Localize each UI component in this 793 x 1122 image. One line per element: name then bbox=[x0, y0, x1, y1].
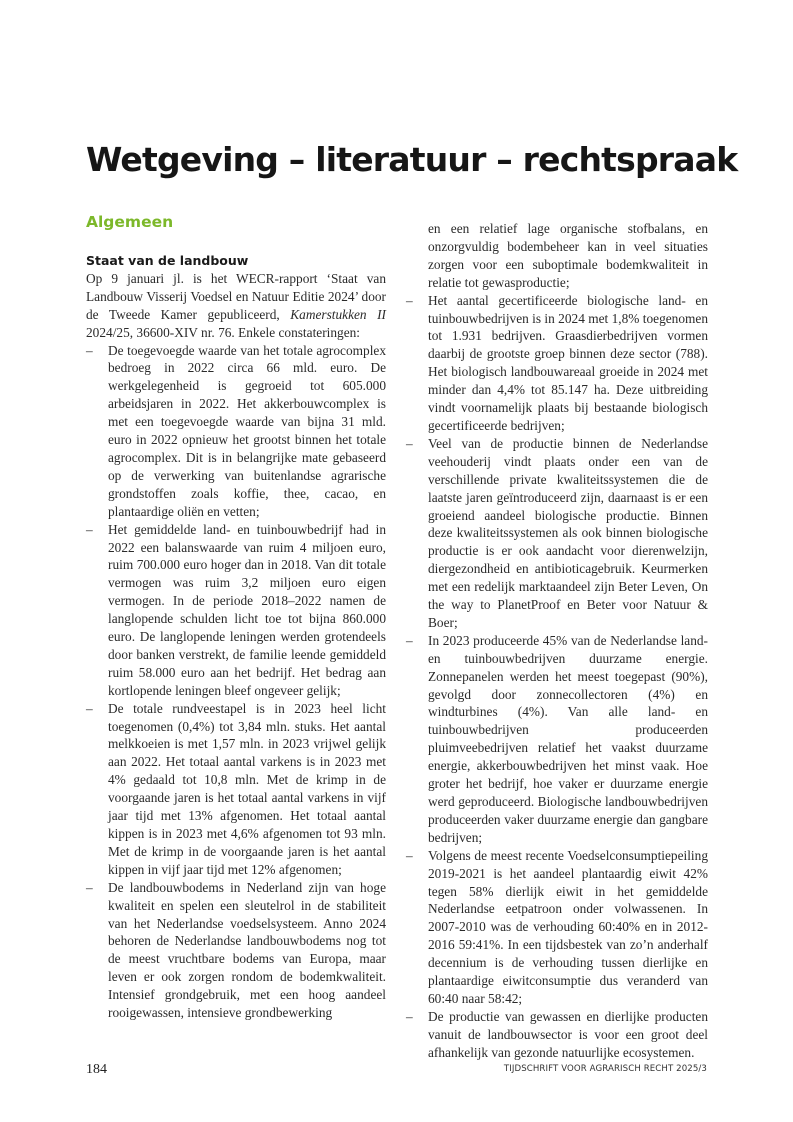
right-column bbox=[406, 220, 708, 1062]
page-title: Wetgeving – literatuur – rechtspraak bbox=[86, 140, 738, 179]
list-item: – Veel van de productie binnen de Nederlandse veehouderij vindt plaats onder een van de verschillende private kwaliteitssystemen die de laatste jaren geïntroduceerd zijn, daarnaast is er een groeiend aandeel biologische productie. Binnen deze kwaliteitssystemen als ook binnen biologische productie is er ook aandacht voor dierenwelzijn, diergezondheid en antibioticagebruik. Keurmerken met een redelijk marktaandeel zijn Beter Leven, On the way to PlanetProof en Beter voor Natuur & Boer; bbox=[406, 435, 708, 632]
findings-list-right bbox=[406, 292, 708, 1062]
list-item: – De totale rundveestapel is in 2023 heel licht toegenomen (0,4%) tot 3,84 mln. stuks. Het aantal melkkoeien is met 1,57 mln. in 2023 vrijwel gelijk aan 2022. Het totaal aantal varkens is in 2023 met 4% gedaald tot 10,8 mln. Met de krimp in de voorgaande jaren is het totaal aantal varkens in vijf jaar tijd met 13% afgenomen. Het totaal aantal kippen is in 2023 met 4,6% afgenomen tot 93 mln. Met de krimp in de voorgaande jaren is het aantal kippen in vijf jaar tijd met 12% afgenomen; bbox=[86, 700, 386, 879]
journal-name: TIJDSCHRIFT VOOR AGRARISCH RECHT 2025/3 bbox=[503, 1064, 707, 1074]
subsection-heading: Staat van de landbouw bbox=[86, 253, 249, 268]
section-heading: Algemeen bbox=[86, 213, 174, 231]
list-item-continuation: en een relatief lage organische stofbalans, en onzorgvuldig bodembeheer kan in veel situaties zorgen voor een suboptimale bodemkwaliteit in relatie tot gewasproductie; bbox=[428, 221, 708, 290]
list-item: – De productie van gewassen en dierlijke producten vanuit de landbouwsector is voor een groot deel afhankelijk van gezonde natuurlijke ecosystemen. bbox=[406, 1008, 708, 1062]
findings-list-left bbox=[86, 342, 386, 1022]
intro-paragraph bbox=[86, 270, 386, 342]
list-item: – Het gemiddelde land- en tuinbouwbedrijf had in 2022 een balanswaarde van ruim 4 miljoen euro, ruim 700.000 euro hoger dan in 2018. Van dit totale vermogen was ruim 3,2 miljoen euro eigen vermogen. In de periode 2018–2022 namen de langlopende schulden licht toe tot bijna 860.000 euro. De langlopende leningen werden grotendeels door banken verstrekt, de familie leende gemiddeld ruim 58.000 euro aan het bedrijf. Het bedrag aan kortlopende leningen bleef ongeveer gelijk; bbox=[86, 521, 386, 700]
list-item: – De landbouwbodems in Nederland zijn van hoge kwaliteit en spelen een sleutelrol in de stabiliteit van het Nederlandse voedselsysteem. Anno 2024 behoren de Nederlandse landbouwbodems nog tot de meest vruchtbare bodems van Europa, maar leven er ook zorgen rondom de bodemkwaliteit. Intensief grondgebruik, met een hoog aandeel rooigewassen, intensieve grondbewerking bbox=[86, 879, 386, 1022]
list-item: – Het aantal gecertificeerde biologische land- en tuinbouwbedrijven is in 2024 met 1,8% toegenomen tot 1.931 bedrijven. Graasdierbedrijven vormen daarbij de grootste groep binnen deze sector (788). Het biologisch landbouwareaal groeide in 2024 met minder dan 4,4% tot 85.147 ha. Deze uitbreiding vindt voornamelijk plaats bij bestaande biologisch gecertificeerde bedrijven; bbox=[406, 292, 708, 435]
citation-italic: Kamerstukken II bbox=[290, 306, 387, 322]
left-column bbox=[86, 212, 386, 1022]
list-item: – In 2023 produceerde 45% van de Nederlandse land- en tuinbouwbedrijven duurzame energie. Zonnepanelen werden het meest toegepast (90%), gevolgd door zonnecollectoren (4%) en windturbines (4%). Van alle land- en tuinbouwbedrijven produceerden pluimveebedrijven relatief het vaakst duurzame energie, akkerbouwbedrijven het minst vaak. Hoe groter het bedrijf, hoe vaker er duurzame energie werd geproduceerd. Biologische landbouwbedrijven produceerden vaker duurzame energie dan gangbare bedrijven; bbox=[406, 632, 708, 847]
list-item: – De toegevoegde waarde van het totale agrocomplex bedroeg in 2022 circa 66 mld. euro. De werkgelegenheid is gegroeid tot 605.000 arbeidsjaren in 2022. Het akkerbouwcomplex is met een toegevoegde waarde van bijna 31 mld. euro in 2022 opnieuw het grootst binnen het totale agrocomplex. Dit is in belangrijke mate gebaseerd op de verwerking van buitenlandse agrarische grondstoffen zoals koffie, thee, cacao, en plantaardige oliën en vetten; bbox=[86, 342, 386, 521]
intro-text: Op 9 januari jl. is het WECR-rapport ‘Staat van Landbouw Visserij Voedsel en Natuur Editie 2024’ door de Tweede Kamer gepubliceerd, bbox=[86, 270, 386, 322]
intro-text-end: 2024/25, 36600-XIV nr. 76. Enkele constateringen: bbox=[86, 324, 360, 340]
page-number: 184 bbox=[86, 1062, 107, 1077]
list-item: – Volgens de meest recente Voedselconsumptiepeiling 2019-2021 is het aandeel plantaardig eiwit 42% tegen 58% dierlijk eiwit in het gemiddelde Nederlandse eetpatroon onder volwassenen. In 2007-2010 was de verhouding 60:40% en in 2012-2016 59:41%. In een tijdsbestek van zo’n anderhalf decennium is de verhouding tussen dierlijke en plantaardige eiwitconsumptie dus veranderd van 60:40 naar 58:42; bbox=[406, 847, 708, 1008]
